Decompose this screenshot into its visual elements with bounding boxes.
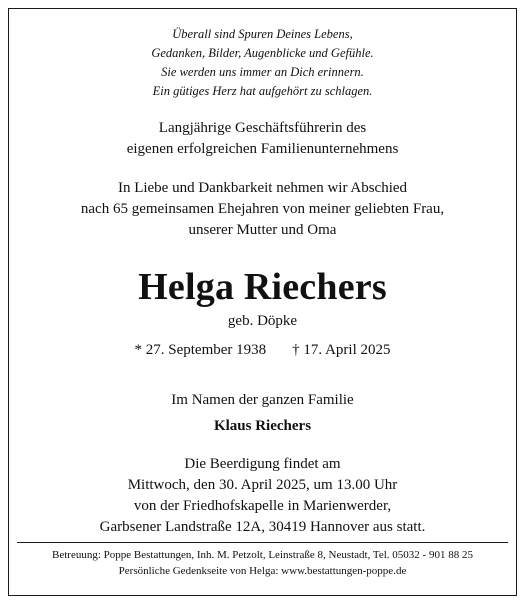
poem-line: Überall sind Spuren Deines Lebens, (172, 27, 353, 41)
funeral-line: Garbsener Landstraße 12A, 30419 Hannover aus statt. (99, 519, 426, 535)
role-line: eigenen erfolgreichen Familienunternehmens (126, 141, 399, 157)
funeral-line: von der Friedhofskapelle in Marienwerder, (133, 498, 392, 514)
farewell-line: nach 65 gemeinsamen Ehejahren von meiner geliebten Frau, (80, 201, 445, 217)
farewell-line: In Liebe und Dankbarkeit nehmen wir Abschied (117, 180, 408, 196)
role-line: Langjährige Geschäftsführerin des (158, 120, 367, 136)
footer-line: Betreuung: Poppe Bestattungen, Inh. M. Petzolt, Leinstraße 8, Neustadt, Tel. 05032 - 901 88 25 (52, 549, 473, 561)
death-date: † 17. April 2025 (292, 342, 391, 358)
funeral-line: Mittwoch, den 30. April 2025, um 13.00 Uhr (127, 477, 398, 493)
divider (17, 542, 508, 543)
poem (9, 25, 516, 101)
maiden-name: geb. Döpke (227, 313, 298, 329)
footer-line: Persönliche Gedenkseite von Helga: www.bestattungen-poppe.de (118, 565, 407, 577)
deceased-name: Helga Riechers (138, 266, 387, 308)
poem-line: Gedanken, Bilder, Augenblicke und Gefühle. (151, 46, 374, 60)
poem-line: Ein gütiges Herz hat aufgehört zu schlagen. (152, 84, 373, 98)
obituary-frame (8, 8, 517, 596)
farewell-text (9, 178, 516, 241)
life-dates (9, 340, 516, 361)
poem-line: Sie werden uns immer an Dich erinnern. (161, 65, 364, 79)
footer (9, 547, 516, 579)
role-description (9, 118, 516, 160)
signer-name: Klaus Riechers (213, 418, 312, 434)
farewell-line: unserer Mutter und Oma (188, 222, 337, 238)
funeral-line: Die Beerdigung findet am (184, 456, 341, 472)
funeral-details (9, 454, 516, 538)
family-intro: Im Namen der ganzen Familie (171, 392, 354, 408)
birth-date: * 27. September 1938 (134, 342, 267, 358)
